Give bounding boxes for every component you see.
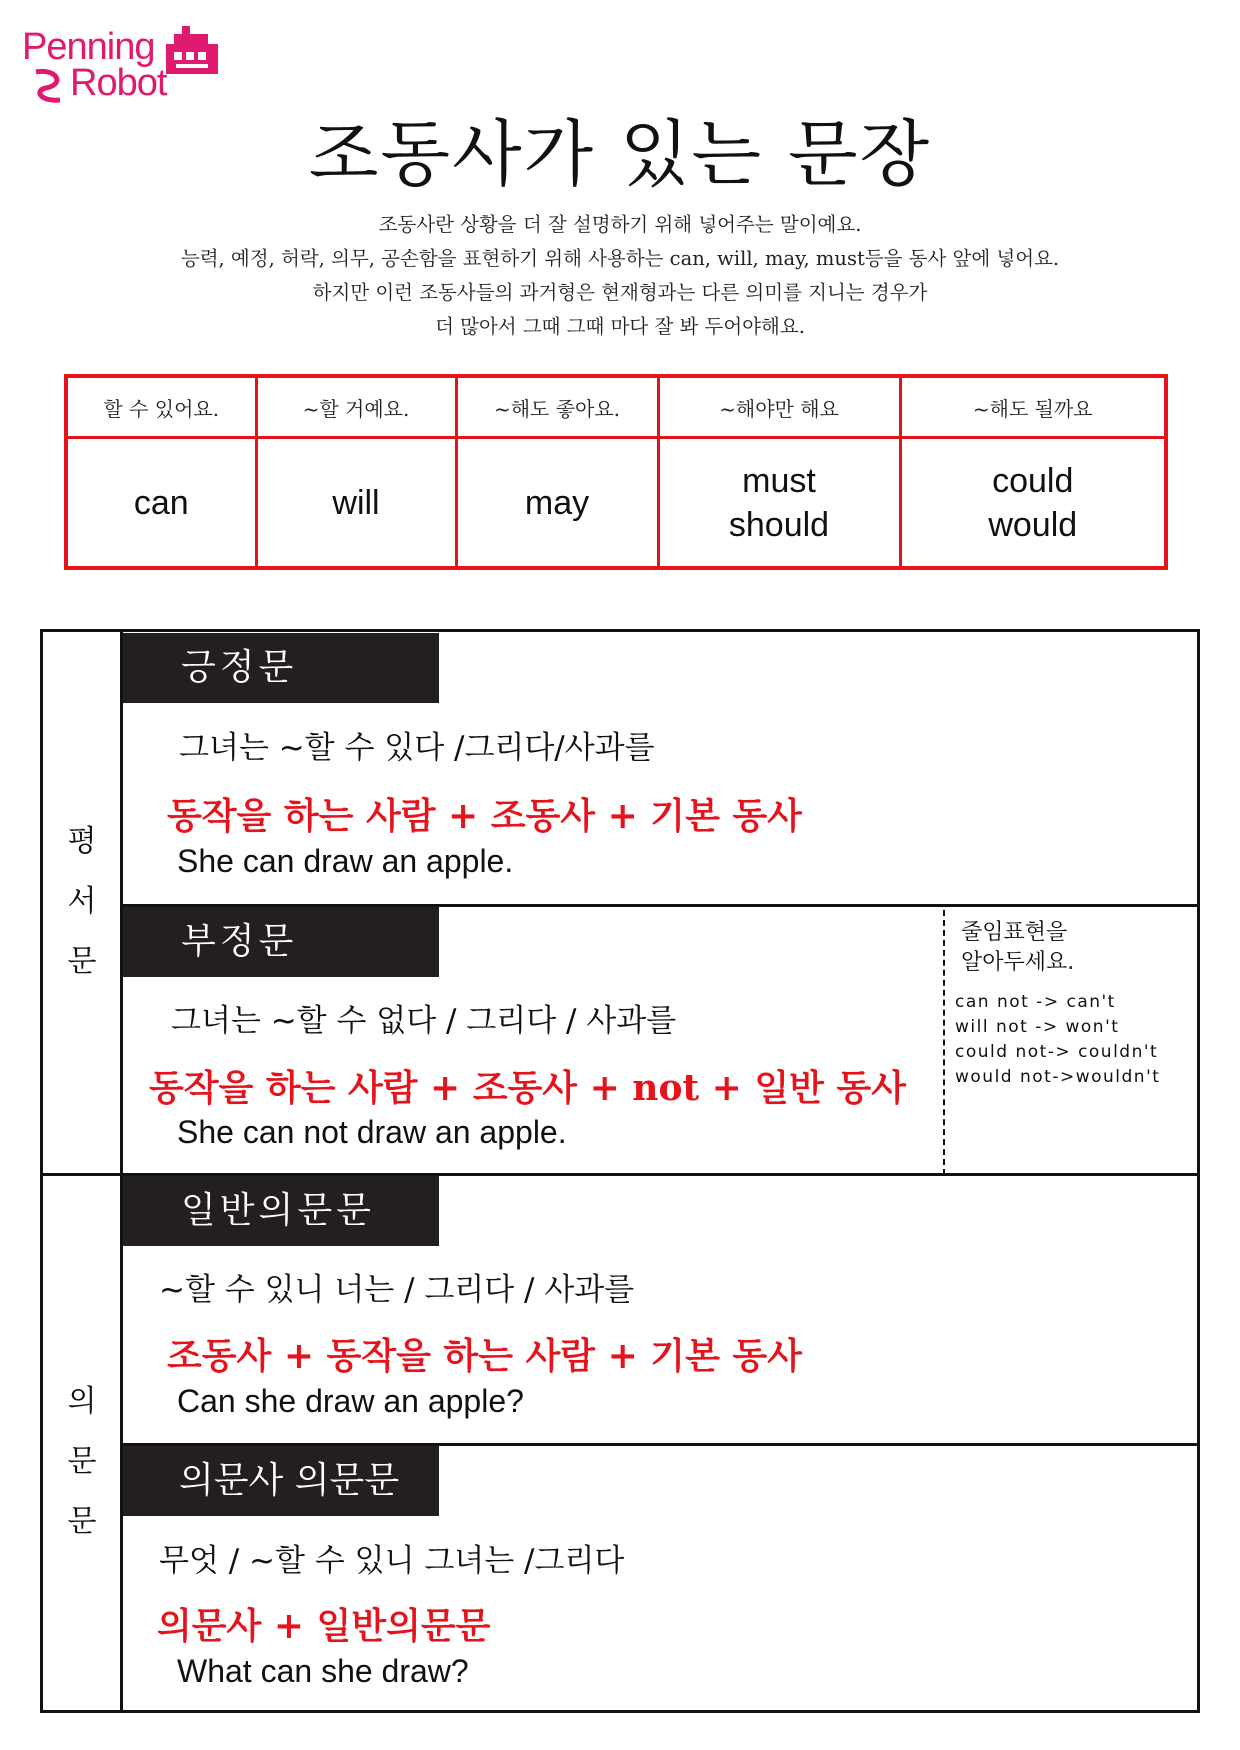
- verb-cell: may: [456, 438, 658, 569]
- negative-korean: 그녀는 ~할 수 없다 / 그리다 / 사과를: [171, 1003, 677, 1039]
- contraction-item: can not -> can't: [955, 992, 1116, 1012]
- verb-cell: must should: [658, 438, 900, 569]
- negative-heading: 부정문: [123, 907, 439, 977]
- robot-icon: [162, 18, 232, 88]
- affirmative-rule: 동작을 하는 사람 + 조동사 + 기본 동사: [167, 795, 802, 837]
- meaning-row: [66, 376, 1166, 438]
- side-char: 평: [67, 824, 97, 859]
- grammar-box: [40, 629, 1200, 1713]
- wh-question-rule: 의문사 + 일반의문문: [157, 1605, 491, 1647]
- modal-verb-table: [64, 374, 1168, 570]
- side-char: 문: [67, 1504, 97, 1539]
- meaning-cell: ~할 거예요.: [256, 376, 456, 438]
- general-question-english: Can she draw an apple?: [177, 1383, 524, 1419]
- wh-question-heading: 의문사 의문문: [123, 1446, 439, 1516]
- affirmative-heading: 긍정문: [123, 633, 439, 703]
- verb-cell: can: [66, 438, 256, 569]
- general-question-rule: 조동사 + 동작을 하는 사람 + 기본 동사: [167, 1335, 802, 1377]
- verb-cell: will: [256, 438, 456, 569]
- logo-text-line1: Penning: [22, 26, 155, 68]
- verb-row: [66, 438, 1166, 569]
- side-char: 의: [67, 1384, 97, 1419]
- interrogative-label: [57, 1372, 107, 1552]
- contraction-item: could not-> couldn't: [955, 1042, 1159, 1062]
- note-title-line: 알아두세요.: [961, 950, 1075, 975]
- intro-line: 더 많아서 그때 그때 마다 잘 봐 두어야해요.: [435, 315, 805, 338]
- divider: [120, 632, 123, 1710]
- logo-text-line2: Robot: [70, 62, 167, 104]
- side-char: 문: [67, 944, 97, 979]
- meaning-cell: ~해야만 해요: [658, 376, 900, 438]
- side-char: 문: [67, 1444, 97, 1479]
- wh-question-korean: 무엇 / ~할 수 있니 그녀는 /그리다: [159, 1543, 625, 1579]
- contraction-list: [955, 990, 1160, 1090]
- negative-english: She can not draw an apple.: [177, 1114, 567, 1150]
- general-question-korean: ~할 수 있니 너는 / 그리다 / 사과를: [159, 1272, 635, 1308]
- page-title: 조동사가 있는 문장: [308, 112, 932, 196]
- intro-line: 능력, 예정, 허락, 의무, 공손함을 표현하기 위해 사용하는 can, will, may, must등을 동사 앞에 넣어요.: [180, 247, 1060, 270]
- verb-cell: could would: [900, 438, 1166, 569]
- intro-paragraph: [60, 208, 1180, 344]
- brand-logo: [22, 18, 222, 108]
- contraction-item: will not -> won't: [955, 1017, 1120, 1037]
- negative-rule: 동작을 하는 사람 + 조동사 + not + 일반 동사: [149, 1067, 906, 1109]
- wh-question-english: What can she draw?: [177, 1653, 469, 1689]
- declarative-label: [57, 812, 107, 992]
- meaning-cell: ~해도 좋아요.: [456, 376, 658, 438]
- affirmative-english: She can draw an apple.: [177, 843, 514, 879]
- intro-line: 하지만 이런 조동사들의 과거형은 현재형과는 다른 의미를 지니는 경우가: [312, 281, 928, 304]
- affirmative-korean: 그녀는 ~할 수 있다 /그리다/사과를: [179, 730, 655, 766]
- meaning-cell: ~해도 될까요: [900, 376, 1166, 438]
- note-divider: [943, 910, 945, 1175]
- general-question-heading: 일반의문문: [123, 1176, 439, 1246]
- note-title-line: 줄임표현을: [961, 920, 1068, 945]
- intro-line: 조동사란 상황을 더 잘 설명하기 위해 넣어주는 말이예요.: [378, 213, 862, 236]
- meaning-cell: 할 수 있어요.: [66, 376, 256, 438]
- side-char: 서: [67, 884, 97, 919]
- contraction-item: would not->wouldn't: [955, 1067, 1161, 1087]
- contraction-note-title: [961, 918, 1074, 978]
